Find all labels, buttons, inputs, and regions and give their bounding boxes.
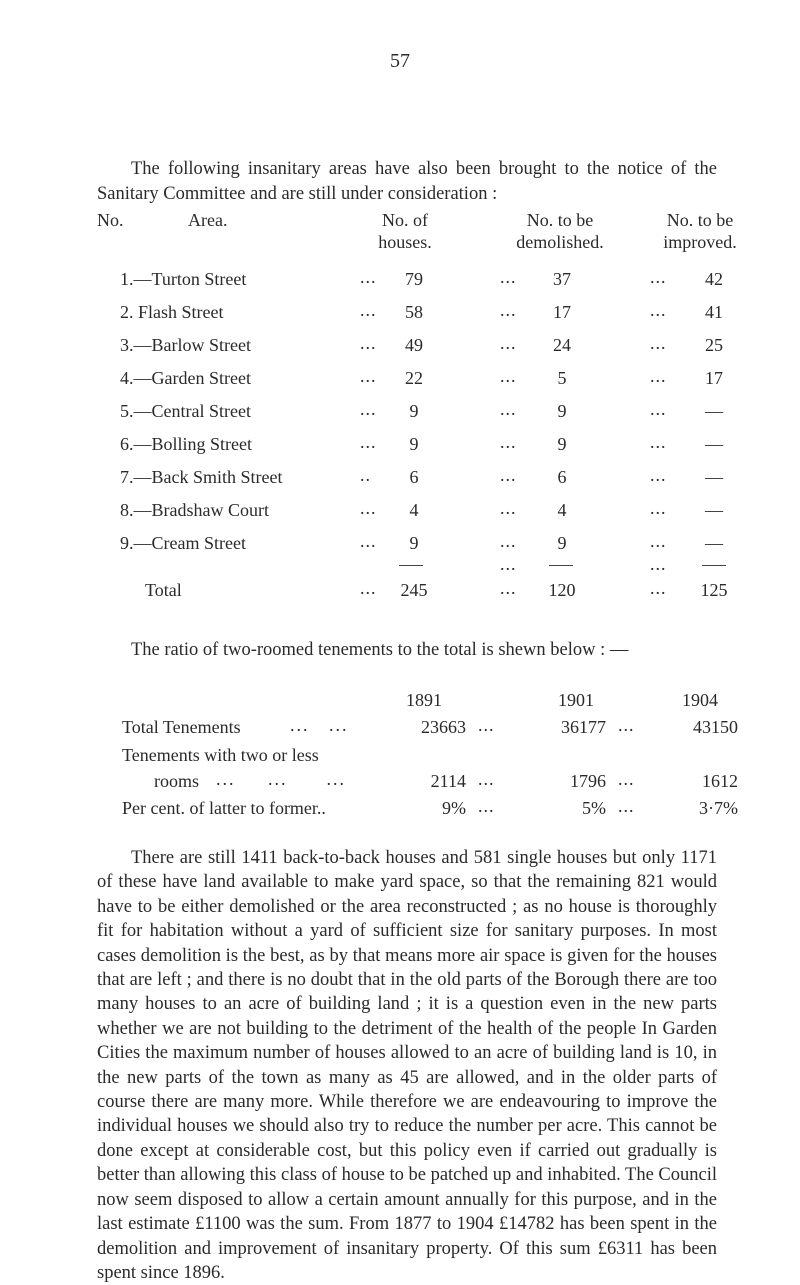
row-area-name: 3.—Barlow Street (120, 335, 251, 355)
leader-dots: ... (650, 498, 667, 518)
leader-dots: ... (650, 267, 667, 287)
leader-dots: ... (500, 554, 517, 574)
row-demolished: 6 (557, 467, 567, 487)
row-houses: 49 (405, 335, 423, 355)
row-improved: — (705, 500, 723, 520)
leader-dots: ... (500, 399, 517, 419)
header-houses-1: No. of (382, 210, 428, 230)
leader-dots: ... (650, 333, 667, 353)
leader-dots: ... (500, 333, 517, 353)
value-1891: 23663 (421, 717, 466, 737)
header-demolished-2: demolished. (516, 232, 604, 252)
row-houses: 9 (409, 434, 419, 454)
leader-dots: ... (500, 531, 517, 551)
row-label: Total Tenements (122, 717, 241, 737)
leader-dots: ... (360, 531, 377, 551)
year-1901: 1901 (558, 690, 594, 710)
row-area-name: 8.—Bradshaw Court (120, 500, 269, 520)
leader-dots: ... (500, 366, 517, 386)
row-houses: 9 (409, 533, 419, 553)
year-1891: 1891 (406, 690, 442, 710)
row-demolished: 37 (553, 269, 571, 289)
leader-dots: ... (650, 578, 667, 598)
leader-dots: ... (478, 715, 495, 735)
value-1901: 5% (582, 798, 606, 818)
leader-dots: ... (650, 399, 667, 419)
header-improved-2: improved. (663, 232, 737, 252)
leader-dots: ... (360, 399, 377, 419)
leader-dots: ... (618, 715, 635, 735)
header-no: No. (97, 210, 124, 230)
row-improved: 17 (705, 368, 723, 388)
leader-dots: ... (500, 300, 517, 320)
total-label: Total (145, 580, 182, 600)
leader-dots: ... (360, 432, 377, 452)
row-improved: — (705, 467, 723, 487)
leader-dots: ... (650, 465, 667, 485)
value-1891: 2114 (430, 771, 466, 791)
row-area-name: 7.—Back Smith Street (120, 467, 283, 487)
row-area-name: 6.—Bolling Street (120, 434, 252, 454)
leader-dots: ... ... (290, 715, 349, 735)
row-area-name: 4.—Garden Street (120, 368, 251, 388)
leader-dots: ... (618, 769, 635, 789)
row-demolished: 5 (557, 368, 567, 388)
leader-dots: ... (360, 498, 377, 518)
leader-dots: ... (500, 498, 517, 518)
row-houses: 9 (409, 401, 419, 421)
row-improved: 25 (705, 335, 723, 355)
row-improved: — (705, 434, 723, 454)
row-houses: 22 (405, 368, 423, 388)
row-area-name: 2. Flash Street (120, 302, 224, 322)
total-improved: 125 (700, 580, 728, 600)
value-1901: 36177 (561, 717, 606, 737)
leader-dots: ... (500, 432, 517, 452)
leader-dots: ... (360, 300, 377, 320)
leader-dots: ... (478, 769, 495, 789)
row-demolished: 9 (557, 401, 567, 421)
value-1901: 1796 (570, 771, 606, 791)
row-label: Per cent. of latter to former.. (122, 798, 326, 818)
leader-dots: ... (360, 333, 377, 353)
row-area-name: 1.—Turton Street (120, 269, 247, 289)
row-area-name: 5.—Central Street (120, 401, 251, 421)
row-improved: — (705, 401, 723, 421)
intro-paragraph: The following insanitary areas have also been brought to the notice of the Sanitary Committee and are still under consideration : (97, 159, 717, 204)
leader-dots: ... (500, 267, 517, 287)
row-houses: 4 (409, 500, 419, 520)
leader-dots: ... ... ... (216, 769, 346, 789)
value-1904: 3·7% (699, 798, 738, 818)
row-improved: — (705, 533, 723, 553)
leader-dots: ... (500, 578, 517, 598)
leader-dots: .. (360, 465, 371, 485)
row-houses: 79 (405, 269, 423, 289)
leader-dots: ... (500, 465, 517, 485)
row-demolished: 9 (557, 434, 567, 454)
total-rule-houses (399, 565, 423, 566)
row-improved: 42 (705, 269, 723, 289)
total-rule-demolished (549, 565, 573, 566)
leader-dots: ... (650, 432, 667, 452)
leader-dots: ... (650, 366, 667, 386)
header-houses-2: houses. (378, 232, 432, 252)
leader-dots: ... (360, 578, 377, 598)
row-label-line-1: Tenements with two or less (122, 745, 319, 765)
header-demolished-1: No. to be (526, 210, 594, 230)
leader-dots: ... (478, 796, 495, 816)
row-demolished: 24 (553, 335, 571, 355)
total-demolished: 120 (548, 580, 576, 600)
leader-dots: ... (618, 796, 635, 816)
header-area: Area. (188, 210, 228, 230)
row-demolished: 4 (557, 500, 567, 520)
row-houses: 6 (409, 467, 419, 487)
row-demolished: 9 (557, 533, 567, 553)
leader-dots: ... (360, 267, 377, 287)
body-paragraph: There are still 1411 back-to-back houses and 581 single houses but only 1171 of these have land available to make yard space, so that the remaining 821 would have to be either demolished or the area reconstructed ; as no house is thoroughly fit for habitation without a yard of sufficient size for sanitary purposes. In most cases demolition is the best, as by that means more air space is given for the houses that are left ; and there is no doubt that in the old parts of the Borough there are too many houses to an acre of building land ; it is a question even in the new parts whether we are not building to the detriment of the health of the people In Garden Cities the maximum number of houses allowed to an acre of building land is 10, in the new parts of the town as many as 45 are allowed, and in the older parts of course there are many more. While therefore we are endeavouring to improve the individual houses we should also try to reduce the number per acre. This cannot be done except at considerable cost, but this policy even if carried out gradually is better than allowing this class of house to be patched up and inhabited. The Council now seem disposed to allow a certain amount annually for this purpose, and in the last estimate £1100 was the sum. From 1877 to 1904 £14782 has been spent in the demolition and improvement of insanitary property. Of this sum £6311 has been spent since 1896. (97, 848, 717, 1283)
leader-dots: ... (650, 554, 667, 574)
leader-dots: ... (650, 531, 667, 551)
value-1904: 1612 (702, 771, 738, 791)
value-1904: 43150 (693, 717, 738, 737)
header-improved-1: No. to be (666, 210, 734, 230)
row-label-line-2: rooms (154, 771, 199, 791)
row-demolished: 17 (553, 302, 571, 322)
value-1891: 9% (442, 798, 466, 818)
total-rule-improved (702, 565, 726, 566)
total-houses: 245 (400, 580, 428, 600)
ratio-intro: The ratio of two-roomed tenements to the total is shewn below : — (131, 640, 629, 660)
page-number: 57 (390, 50, 410, 72)
leader-dots: ... (650, 300, 667, 320)
row-area-name: 9.—Cream Street (120, 533, 246, 553)
row-houses: 58 (405, 302, 423, 322)
year-1904: 1904 (682, 690, 718, 710)
leader-dots: ... (360, 366, 377, 386)
row-improved: 41 (705, 302, 723, 322)
